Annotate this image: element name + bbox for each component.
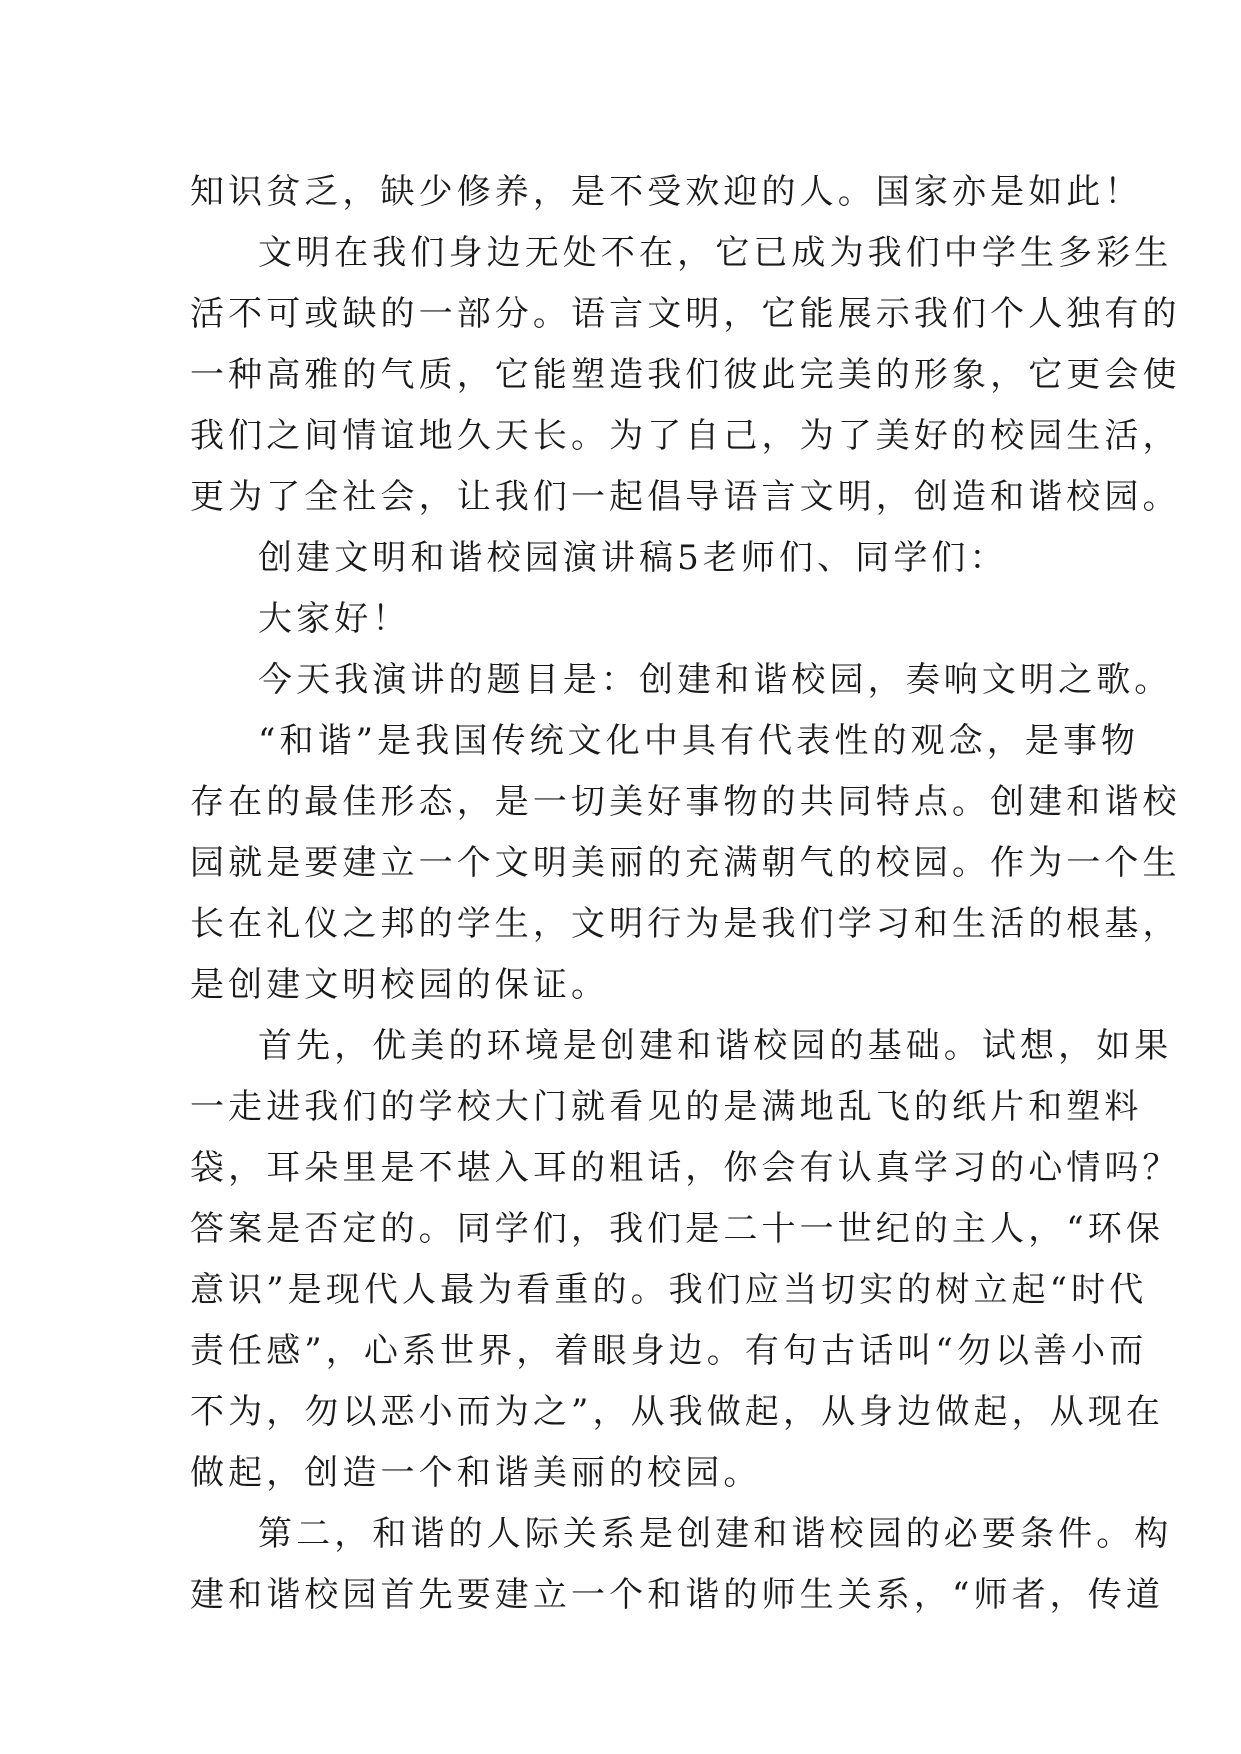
text-line: 一走进我们的学校大门就看见的是满地乱飞的纸片和塑料 — [190, 1087, 1143, 1127]
text-line: 首先，优美的环境是创建和谐校园的基础。试想，如果 — [258, 1026, 1173, 1066]
text-line: 是创建文明校园的保证。 — [190, 965, 610, 1005]
text-line: 袋，耳朵里是不堪入耳的粗话，你会有认真学习的心情吗？ — [190, 1148, 1181, 1188]
text-line: 今天我演讲的题目是：创建和谐校园，奏响文明之歌。 — [258, 660, 1173, 700]
text-line: 存在的最佳形态，是一切美好事物的共同特点。创建和谐校 — [190, 782, 1181, 822]
text-line: 大家好！ — [258, 599, 411, 639]
text-line: 意识”是现代人最为看重的。我们应当切实的树立起“时代 — [190, 1270, 1148, 1310]
text-line: 不为，勿以恶小而为之”，从我做起，从身边做起，从现在 — [190, 1392, 1164, 1432]
text-line: 一种高雅的气质，它能塑造我们彼此完美的形象，它更会使 — [190, 355, 1181, 395]
text-line: 园就是要建立一个文明美丽的充满朝气的校园。作为一个生 — [190, 843, 1181, 883]
text-line: 第二，和谐的人际关系是创建和谐校园的必要条件。构 — [258, 1514, 1173, 1554]
document-body — [190, 162, 1181, 1626]
text-line: 责任感”，心系世界，着眼身边。有句古话叫“勿以善小而 — [190, 1331, 1148, 1371]
text-line: 文明在我们身边无处不在，它已成为我们中学生多彩生 — [258, 233, 1173, 273]
text-line: 我们之间情谊地久天长。为了自己，为了美好的校园生活， — [190, 416, 1181, 456]
text-line: “和谐”是我国传统文化中具有代表性的观念，是事物 — [258, 721, 1140, 761]
text-line: 更为了全社会，让我们一起倡导语言文明，创造和谐校园。 — [190, 477, 1181, 517]
text-line: 做起，创造一个和谐美丽的校园。 — [190, 1453, 762, 1493]
text-line: 答案是否定的。同学们，我们是二十一世纪的主人，“环保 — [190, 1209, 1164, 1249]
text-line: 创建文明和谐校园演讲稿5老师们、同学们： — [258, 538, 1008, 578]
text-line: 建和谐校园首先要建立一个和谐的师生关系，“师者，传道 — [190, 1575, 1164, 1615]
text-line: 长在礼仪之邦的学生，文明行为是我们学习和生活的根基， — [190, 904, 1181, 944]
text-line: 知识贫乏，缺少修养，是不受欢迎的人。国家亦是如此！ — [190, 172, 1143, 212]
text-line: 活不可或缺的一部分。语言文明，它能展示我们个人独有的 — [190, 294, 1181, 334]
